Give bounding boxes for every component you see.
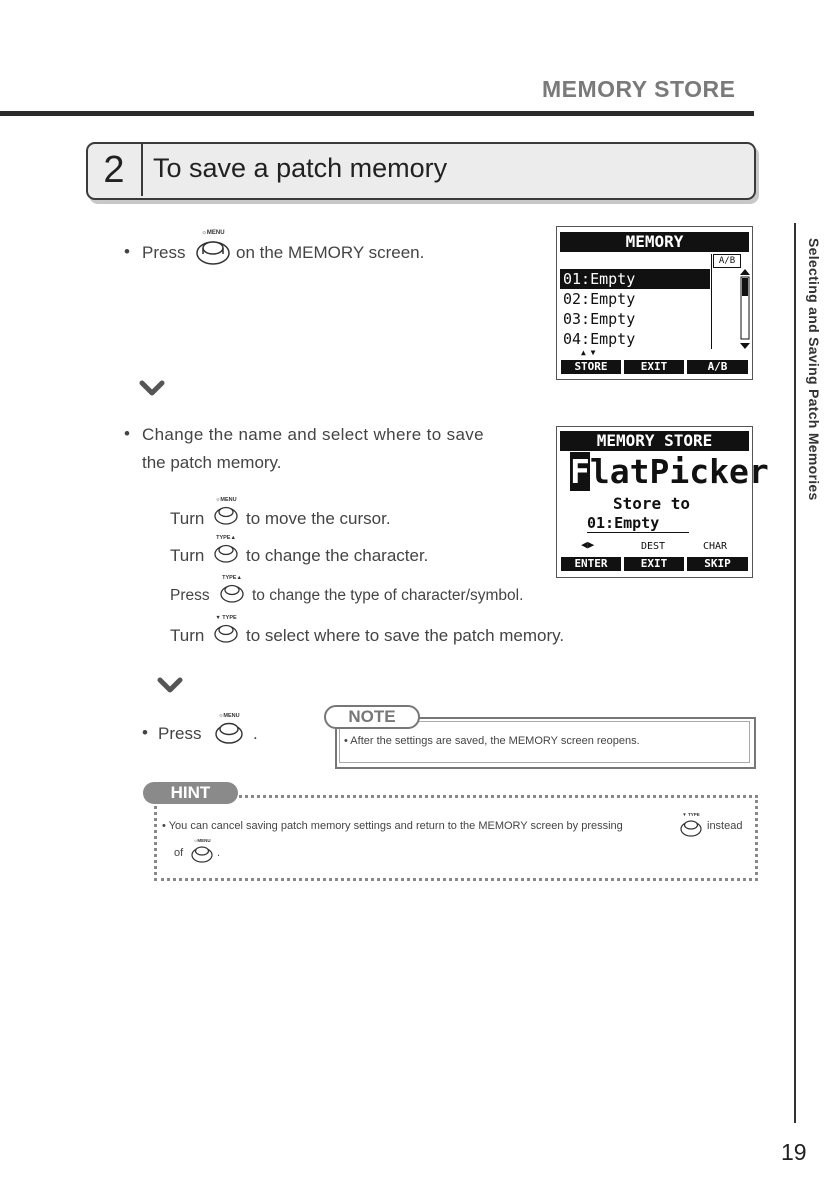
hint-tab: HINT (143, 782, 238, 804)
menu-knob-icon (189, 843, 215, 863)
item-text: to select where to save the patch memory. (246, 626, 565, 645)
section-number: 2 (103, 149, 125, 191)
item-knob (212, 615, 240, 648)
item-text: to change the type of character/symbol. (252, 587, 524, 604)
knob-label: ☼MENU (193, 838, 211, 843)
sidebar-chapter-title: Selecting and Saving Patch Memories (806, 238, 822, 501)
section-title: To save a patch memory (153, 153, 448, 183)
knob-label: TYPE▲ (222, 575, 242, 581)
hint-knob-menu (189, 838, 215, 868)
chevron-down-icon (139, 380, 165, 398)
sidebar-rule (794, 223, 796, 1123)
lcd1-row: 01:Empty (560, 269, 710, 289)
lcd2-enter-button: ENTER (561, 557, 621, 571)
page-header: MEMORY STORE (542, 76, 736, 102)
step1-after-text: on the MEMORY screen. (236, 243, 425, 262)
step3-bullet: • (142, 723, 148, 742)
item-text: to change the character. (246, 546, 429, 565)
hint-line2-start: of (174, 847, 184, 859)
lcd1-row: 03:Empty (563, 310, 636, 328)
item-knob (212, 497, 240, 530)
step2-line1: Change the name and select where to save (142, 425, 484, 444)
knob-label: ☼MENU (218, 713, 240, 719)
step1-press-text: Press (142, 243, 186, 262)
item-knob (212, 535, 240, 568)
lcd2-dest-label: DEST (641, 541, 666, 552)
note-tab: NOTE (324, 705, 420, 729)
item-verb: Turn (170, 626, 205, 645)
lcd1-scrollbar-icon (739, 269, 751, 349)
step3-press-text: Press (158, 724, 202, 743)
hint-line1: • You can cancel saving patch memory settings and return to the MEMORY screen by pressing (162, 820, 623, 832)
lcd1-row: 04:Empty (563, 330, 636, 348)
knob-label: ☼MENU (201, 230, 225, 236)
lcd2-destination: 01:Empty (587, 514, 689, 533)
knob-label: ▼ TYPE (215, 615, 237, 621)
lcd1-title: MEMORY (560, 232, 749, 252)
type-down-knob-icon (678, 817, 704, 837)
step3-after-text: . (253, 724, 258, 743)
step1-bullet: • (124, 242, 130, 261)
lcd2-patch-name (570, 453, 769, 491)
lcd2-title: MEMORY STORE (560, 431, 749, 451)
lcd1-store-button: STORE (561, 360, 621, 374)
hint-box (154, 795, 758, 881)
menu-knob-icon (212, 719, 246, 745)
menu-knob-icon (212, 503, 240, 525)
lcd2-arrow-label: ◀▶ (581, 538, 595, 551)
lcd1-exit-button: EXIT (624, 360, 684, 374)
page-number: 19 (781, 1139, 807, 1165)
step1-knob (193, 230, 233, 271)
item-verb: Turn (170, 509, 205, 528)
lcd1-ab-button: A/B (687, 360, 748, 374)
knob-label: TYPE▲ (216, 535, 236, 541)
item-verb: Turn (170, 546, 205, 565)
step2-bullet: • (124, 424, 130, 443)
lcd2-skip-button: SKIP (687, 557, 748, 571)
lcd-memory-screen (556, 226, 753, 380)
item-knob (218, 575, 246, 608)
lcd2-char-label: CHAR (703, 541, 728, 552)
chevron-down-icon (157, 677, 183, 695)
item-text: to move the cursor. (246, 509, 391, 528)
knob-label: ▼ TYPE (682, 812, 700, 817)
hint-line1-end: instead (707, 820, 743, 832)
menu-knob-icon (193, 236, 233, 266)
lcd1-row: 02:Empty (563, 290, 636, 308)
section-divider (141, 144, 143, 196)
type-down-knob-icon (212, 621, 240, 643)
hint-knob-type (678, 812, 704, 842)
item-verb: Press (170, 587, 210, 604)
lcd2-name-rest: latPicker (589, 452, 769, 491)
header-rule (0, 111, 754, 116)
type-up-knob-icon (218, 581, 246, 603)
lcd-memory-store-screen (556, 426, 769, 578)
hint-line2-end: . (217, 847, 221, 859)
lcd1-arrows: ▲ ▼ (581, 348, 596, 357)
lcd2-cursor-char: F (570, 452, 590, 491)
step2-line2: the patch memory. (142, 453, 282, 472)
step3-knob (212, 713, 246, 750)
note-text: • After the settings are saved, the MEMORY screen reopens. (344, 735, 640, 747)
lcd2-store-to: Store to (613, 494, 691, 513)
lcd1-ab-label: A/B (713, 254, 741, 268)
type-up-knob-icon (212, 541, 240, 563)
knob-label: ☼MENU (215, 497, 237, 503)
lcd2-exit-button: EXIT (624, 557, 684, 571)
